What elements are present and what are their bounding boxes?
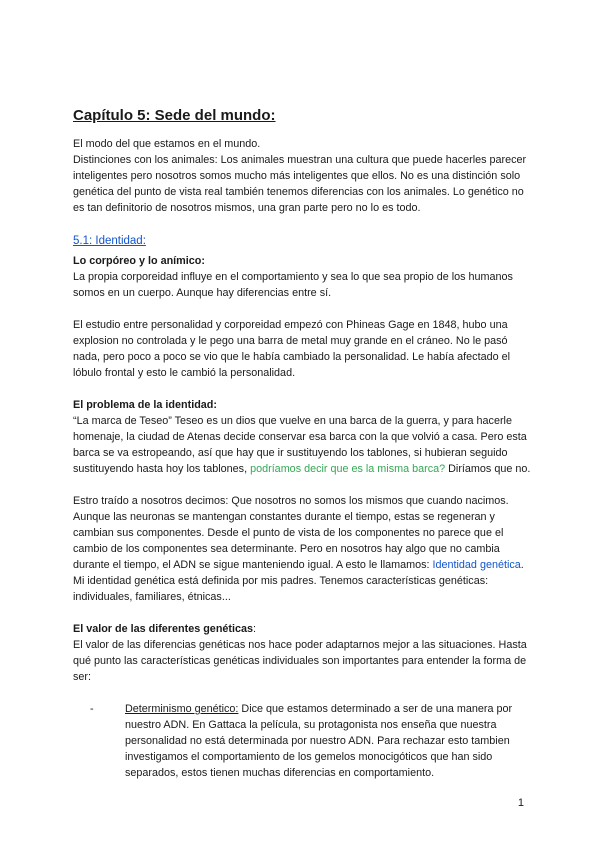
valor-heading-text: El valor de las diferentes genéticas: [73, 623, 254, 635]
highlight-question: podríamos decir que es la misma barca?: [250, 463, 446, 475]
identidad-p1-text: “La marca de Teseo” Teseo es un dios que vuelve en una barca de la guerra, y para hacerle homenaje, la ciudad de Atenas decide conservar esa barca con la que volvió a casa. Pero esta barca se va estropeando, así que hay que ir sustituyendo los tablones, si hubieran seguido sustituyendo hasta hoy los tablones,: [73, 415, 527, 475]
list-item: [90, 701, 533, 781]
intro-paragraph: Distinciones con los animales: Los animales muestran una cultura que puede hacerles parecer inteligentes pero nosotros somos mucho más inteligentes que ellos. No es una distinción solo genética del punto de vista real también tenemos diferencias con los animales. Lo genético no es tan definitorio de nosotros mismos, una gran parte pero no lo es todo.: [73, 154, 527, 214]
dash-bullet: -: [90, 703, 94, 715]
document-body: [73, 106, 533, 781]
corporeo-paragraph-2: El estudio entre personalidad y corporeidad empezó con Phineas Gage en 1848, hubo una explosion no controlada y le pego una barra de metal muy grande en el cráneo. No le pasó nada, pero poco a poco se vio que le había cambiado la personalidad. Le había afectado el lóbulo frontal y esto le cambió la personalidad.: [73, 319, 510, 379]
identidad-paragraph-1: [73, 413, 533, 477]
identidad-paragraph-2: [73, 493, 533, 605]
identidad-p1-end: Diríamos que no.: [445, 463, 531, 475]
list-item-text: Dice que estamos determinado a ser de una manera por nuestro ADN. En Gattaca la película, su protagonista nos enseña que nuestra personalidad no está determinada por nuestro ADN. Para rechazar esto tambien investigamos el comportamiento de los gemelos monocigóticos que han sido separados, estos tienen muchas diferencias en comportamiento.: [125, 703, 513, 779]
corporeo-paragraph-1: La propia corporeidad influye en el comportamiento y sea lo que sea propio de los humanos somos en un cuerpo. Aunque hay diferencias entre sí.: [73, 271, 513, 299]
valor-heading-colon: :: [253, 623, 257, 635]
corporeo-heading: Lo corpóreo y lo anímico:: [73, 255, 205, 267]
highlight-term: Identidad genética: [432, 559, 521, 571]
concept-list: [73, 701, 533, 781]
identidad-p2-text: Estro traído a nosotros decimos: Que nosotros no somos los mismos que cuando nacimos. Aunque las neuronas se mantengan constantes durante el tiempo, estas se regeneran y cambian sus componentes. Desde el punto de vista de los componentes no parece que el cambio de los componentes sea determinante. Pero en nosotros hay algo que no cambia durante el tiempo, el ADN se sigue manteniendo igual. A esto le llamamos:: [73, 495, 509, 571]
list-item-term: Determinismo genético:: [125, 703, 239, 715]
chapter-title: Capítulo 5: Sede del mundo:: [73, 107, 276, 124]
section-heading: 5.1: Identidad:: [73, 235, 146, 247]
identidad-p2-end: . Mi identidad genética está definida por mis padres. Tenemos características genéticas: individuales, familiares, étnicas...: [73, 559, 524, 603]
valor-heading: [73, 621, 533, 637]
intro-line: El modo del que estamos en el mundo.: [73, 138, 261, 150]
page-number: 1: [517, 797, 524, 809]
identidad-heading: El problema de la identidad:: [73, 399, 217, 411]
valor-paragraph: El valor de las diferencias genéticas nos hace poder adaptarnos mejor a las situaciones. Hasta qué punto las características genéticas individuales son importantes para entender la forma de ser:: [73, 639, 527, 683]
